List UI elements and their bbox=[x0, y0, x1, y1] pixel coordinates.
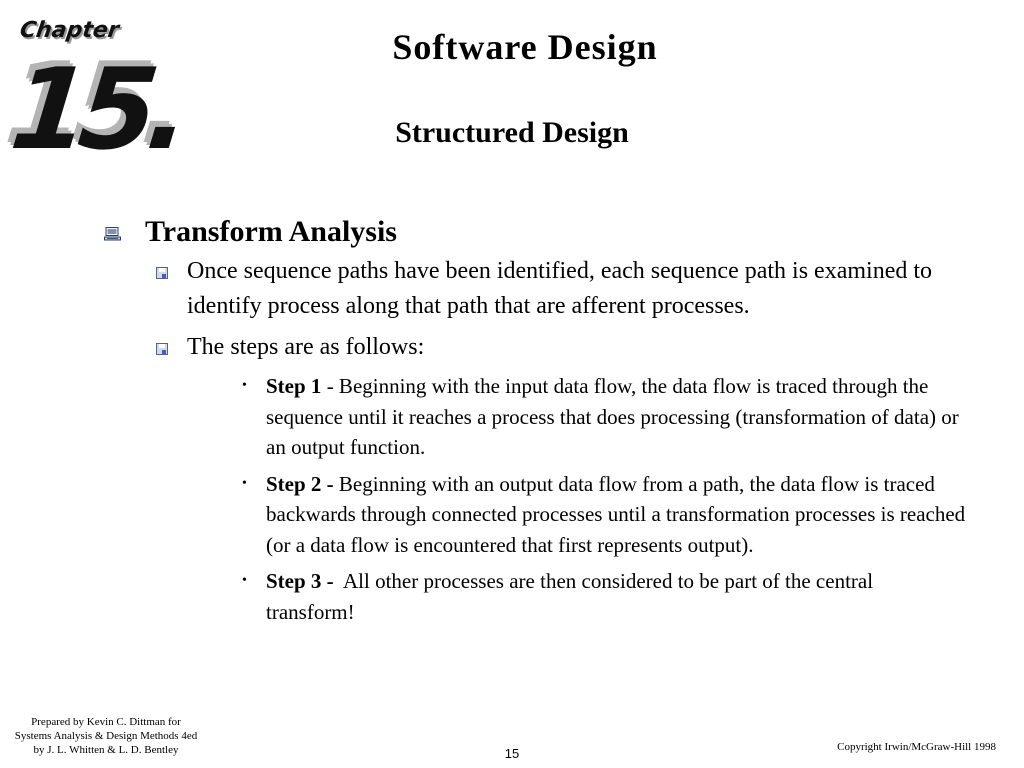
disk-icon bbox=[156, 267, 168, 279]
copyright-notice: Copyright Irwin/McGraw-Hill 1998 bbox=[837, 741, 996, 753]
step-label: Step 1 bbox=[266, 374, 322, 398]
bullet-list bbox=[104, 212, 984, 633]
bullet-level2-text: The steps are as follows: bbox=[187, 334, 425, 360]
step-item bbox=[240, 566, 984, 627]
dot-bullet-icon: • bbox=[242, 573, 247, 588]
step-description: - Beginning with the input data flow, the data flow is traced through the sequence until it reaches a process that does processing (transformation of data) or an output function. bbox=[266, 374, 959, 459]
dot-bullet-icon: • bbox=[242, 475, 247, 491]
bullet-level1 bbox=[104, 212, 984, 252]
bullet-level1-text: Transform Analysis bbox=[145, 215, 397, 248]
step-item bbox=[240, 469, 984, 561]
bullet-level2-list bbox=[156, 254, 984, 365]
page-number: 15 bbox=[504, 746, 520, 761]
bullet-level3-list bbox=[240, 371, 984, 627]
step-item bbox=[240, 371, 984, 463]
chapter-label: Chapter bbox=[18, 18, 121, 43]
bullet-level2-item bbox=[156, 254, 984, 324]
step-label: Step 3 - bbox=[266, 569, 334, 593]
prepared-line-3: by J. L. Whitten & L. D. Bentley bbox=[33, 744, 179, 756]
bullet-level2-text: Once sequence paths have been identified, each sequence path is examined to identify process along that path that are afferent processes. bbox=[187, 258, 933, 319]
computer-icon bbox=[104, 227, 121, 241]
step-text bbox=[266, 371, 966, 463]
step-description: Beginning with an output data flow from a path, the data flow is traced backwards through connected processes until a transformation processes is reached (or a data flow is encountered that first represents output). bbox=[266, 471, 966, 557]
slide-title: Software Design bbox=[392, 27, 658, 67]
dot-bullet-icon: • bbox=[242, 378, 247, 393]
disk-icon bbox=[156, 343, 168, 355]
step-label: Step 2 - bbox=[266, 471, 334, 496]
step-text bbox=[266, 469, 966, 561]
bullet-level2-item bbox=[156, 330, 984, 365]
prepared-line-1: Prepared by Kevin C. Dittman for bbox=[31, 716, 181, 728]
prepared-line-2: Systems Analysis & Design Methods 4ed bbox=[14, 730, 198, 742]
slide-subtitle: Structured Design bbox=[395, 116, 629, 149]
chapter-number: 15. bbox=[5, 45, 188, 175]
step-description: All other processes are then considered to be part of the central transform! bbox=[266, 569, 879, 624]
step-text bbox=[266, 566, 966, 627]
prepared-by-credit bbox=[0, 715, 212, 757]
